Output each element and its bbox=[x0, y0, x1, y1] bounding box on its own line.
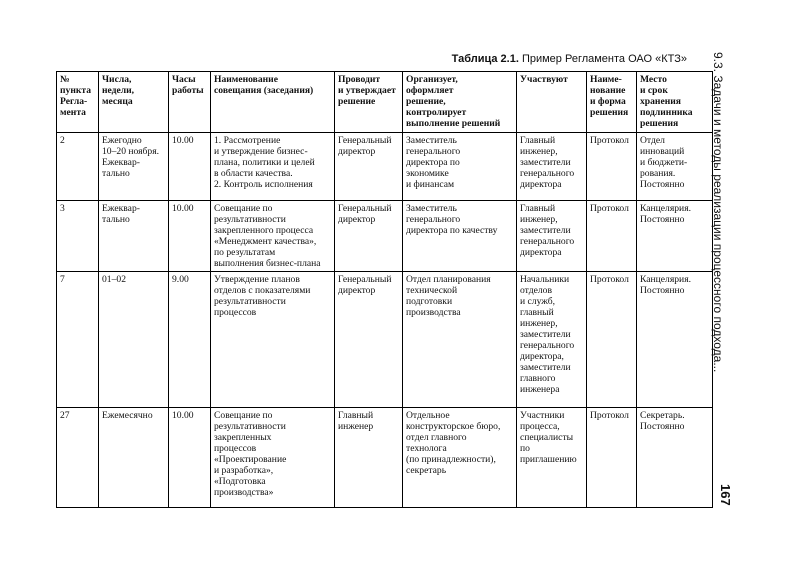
page-number-text: 167 bbox=[718, 484, 733, 506]
cell-line: Секретарь. bbox=[640, 410, 685, 421]
page-number bbox=[714, 484, 736, 514]
cell-line: технической bbox=[406, 285, 458, 296]
cell-meeting-name bbox=[211, 272, 335, 408]
cell-line: «Проектирование bbox=[214, 454, 287, 465]
cell-line: директор bbox=[338, 214, 376, 225]
header-line: выполнение решений bbox=[406, 118, 501, 129]
cell-line: директор bbox=[338, 285, 376, 296]
header-line: и утверждает bbox=[338, 85, 396, 96]
cell-dates bbox=[99, 133, 169, 201]
cell-line: специалисты bbox=[520, 432, 574, 443]
cell-line: Главный bbox=[520, 203, 556, 214]
cell-line: в области качества. bbox=[214, 168, 293, 179]
header-line: Регла- bbox=[60, 96, 88, 107]
cell-line: Заместитель bbox=[406, 135, 457, 146]
cell-line: процесса, bbox=[520, 421, 560, 432]
cell-approver bbox=[335, 272, 403, 408]
header-decision-form bbox=[587, 72, 637, 133]
cell-line: Канцелярия. bbox=[640, 203, 691, 214]
header-approver bbox=[335, 72, 403, 133]
cell-line: Главный bbox=[338, 410, 374, 421]
cell-line: главного bbox=[520, 373, 556, 384]
header-line: недели, bbox=[102, 85, 135, 96]
header-line: оформляет bbox=[406, 85, 454, 96]
cell-participants bbox=[517, 272, 587, 408]
cell-line: тально bbox=[102, 168, 130, 179]
table-header-row bbox=[57, 72, 713, 133]
cell-line: и утверждение бизнес- bbox=[214, 146, 308, 157]
running-head bbox=[711, 52, 736, 500]
cell-meeting-name bbox=[211, 201, 335, 272]
cell-line: Главный bbox=[520, 135, 556, 146]
cell-storage bbox=[637, 272, 713, 408]
cell-item-number bbox=[57, 201, 99, 272]
cell-storage bbox=[637, 201, 713, 272]
cell-line: директора, bbox=[520, 351, 564, 362]
cell-line: секретарь bbox=[406, 465, 447, 476]
cell-line: Постоянно bbox=[640, 179, 685, 190]
cell-line: и бюджети- bbox=[640, 157, 688, 168]
cell-line: тально bbox=[102, 214, 130, 225]
cell-line: закрепленного процесса bbox=[214, 225, 314, 236]
cell-line: директор bbox=[338, 146, 376, 157]
cell-line: 10.00 bbox=[172, 203, 194, 214]
cell-line: инноваций bbox=[640, 146, 685, 157]
cell-line: 2 bbox=[60, 135, 65, 146]
cell-hours bbox=[169, 133, 211, 201]
cell-item-number bbox=[57, 272, 99, 408]
cell-approver bbox=[335, 201, 403, 272]
cell-line: отдел главного bbox=[406, 432, 467, 443]
header-line: № bbox=[60, 74, 70, 85]
cell-line: Ежеквар- bbox=[102, 203, 140, 214]
cell-line: 2. Контроль исполнения bbox=[214, 179, 313, 190]
regulation-table bbox=[56, 71, 713, 508]
cell-line: отделов bbox=[520, 285, 552, 296]
cell-line: директора по качеству bbox=[406, 225, 498, 236]
header-line: решение bbox=[338, 96, 376, 107]
header-line: подлинника bbox=[640, 107, 693, 118]
header-line: и срок bbox=[640, 85, 668, 96]
cell-line: 10.00 bbox=[172, 135, 194, 146]
header-dates bbox=[99, 72, 169, 133]
header-line: нование bbox=[590, 85, 626, 96]
cell-line: приглашению bbox=[520, 454, 577, 465]
cell-approver bbox=[335, 408, 403, 508]
cell-line: Совещание по bbox=[214, 203, 273, 214]
running-head-text: 9.3. Задачи и методы реализации процессного подхода... bbox=[711, 52, 725, 373]
cell-storage bbox=[637, 408, 713, 508]
cell-line: генерального bbox=[520, 236, 575, 247]
cell-line: 7 bbox=[60, 274, 65, 285]
cell-line: 3 bbox=[60, 203, 65, 214]
header-item-number bbox=[57, 72, 99, 133]
cell-line: производства» bbox=[214, 487, 274, 498]
cell-organizer bbox=[403, 201, 517, 272]
cell-line: процессов bbox=[214, 443, 257, 454]
cell-line: генерального bbox=[520, 340, 575, 351]
cell-dates bbox=[99, 272, 169, 408]
cell-line: результативности bbox=[214, 296, 286, 307]
cell-line: отделов с показателями bbox=[214, 285, 311, 296]
header-line: пункта bbox=[60, 85, 92, 96]
cell-storage bbox=[637, 133, 713, 201]
cell-line: Генеральный bbox=[338, 135, 392, 146]
cell-line: 01–02 bbox=[102, 274, 126, 285]
cell-line: процессов bbox=[214, 307, 257, 318]
cell-line: и служб, bbox=[520, 296, 556, 307]
cell-line: Генеральный bbox=[338, 274, 392, 285]
header-meeting-name bbox=[211, 72, 335, 133]
cell-hours bbox=[169, 201, 211, 272]
header-line: контролирует bbox=[406, 107, 467, 118]
cell-participants bbox=[517, 201, 587, 272]
cell-line: Отдельное bbox=[406, 410, 450, 421]
cell-line: и финансам bbox=[406, 179, 455, 190]
cell-line: Начальники bbox=[520, 274, 570, 285]
cell-line: «Подготовка bbox=[214, 476, 266, 487]
cell-approver bbox=[335, 133, 403, 201]
cell-meeting-name bbox=[211, 408, 335, 508]
header-line: Числа, bbox=[102, 74, 132, 85]
cell-organizer bbox=[403, 133, 517, 201]
cell-line: генерального bbox=[520, 168, 575, 179]
cell-organizer bbox=[403, 272, 517, 408]
header-line: Участвуют bbox=[520, 74, 568, 85]
cell-line: Генеральный bbox=[338, 203, 392, 214]
cell-line: заместители bbox=[520, 329, 571, 340]
cell-line: плана, политики и целей bbox=[214, 157, 315, 168]
cell-line: Протокол bbox=[590, 135, 629, 146]
cell-line: инженер, bbox=[520, 318, 558, 329]
cell-meeting-name bbox=[211, 133, 335, 201]
cell-line: Протокол bbox=[590, 203, 629, 214]
cell-line: генерального bbox=[406, 146, 461, 157]
cell-hours bbox=[169, 408, 211, 508]
cell-decision-form bbox=[587, 201, 637, 272]
cell-line: результативности bbox=[214, 421, 286, 432]
header-line: решения bbox=[590, 107, 629, 118]
cell-line: заместители bbox=[520, 362, 571, 373]
cell-line: закрепленных bbox=[214, 432, 272, 443]
cell-item-number bbox=[57, 133, 99, 201]
cell-item-number bbox=[57, 408, 99, 508]
cell-line: Ежегодно bbox=[102, 135, 142, 146]
cell-hours bbox=[169, 272, 211, 408]
header-line: Место bbox=[640, 74, 667, 85]
cell-line: по bbox=[520, 443, 530, 454]
header-line: Организует, bbox=[406, 74, 458, 85]
cell-line: экономике bbox=[406, 168, 449, 179]
cell-line: инженера bbox=[520, 384, 560, 395]
cell-line: Протокол bbox=[590, 274, 629, 285]
cell-line: директора bbox=[520, 179, 562, 190]
cell-line: «Менеджмент качества», bbox=[214, 236, 317, 247]
header-line: Наиме- bbox=[590, 74, 622, 85]
header-line: Наименование bbox=[214, 74, 278, 85]
cell-line: результативности bbox=[214, 214, 286, 225]
cell-line: Ежемесячно bbox=[102, 410, 153, 421]
header-line: хранения bbox=[640, 96, 681, 107]
header-line: Часы bbox=[172, 74, 196, 85]
cell-line: Постоянно bbox=[640, 421, 685, 432]
cell-line: Отдел планирования bbox=[406, 274, 491, 285]
cell-line: конструкторское бюро, bbox=[406, 421, 501, 432]
cell-line: заместители bbox=[520, 225, 571, 236]
table-caption-label: Таблица 2.1. bbox=[451, 53, 519, 65]
cell-line: (по принадлежности), bbox=[406, 454, 496, 465]
cell-participants bbox=[517, 408, 587, 508]
header-line: работы bbox=[172, 85, 204, 96]
table-row bbox=[57, 408, 713, 508]
cell-decision-form bbox=[587, 133, 637, 201]
cell-line: инженер, bbox=[520, 214, 558, 225]
header-storage bbox=[637, 72, 713, 133]
cell-line: инженер, bbox=[520, 146, 558, 157]
table-row bbox=[57, 133, 713, 201]
header-line: и форма bbox=[590, 96, 626, 107]
cell-line: Протокол bbox=[590, 410, 629, 421]
header-line: месяца bbox=[102, 96, 133, 107]
cell-line: 1. Рассмотрение bbox=[214, 135, 281, 146]
cell-line: производства bbox=[406, 307, 461, 318]
table-caption bbox=[452, 53, 687, 65]
cell-line: директора по bbox=[406, 157, 460, 168]
cell-line: Канцелярия. bbox=[640, 274, 691, 285]
cell-line: главный bbox=[520, 307, 554, 318]
cell-line: 10.00 bbox=[172, 410, 194, 421]
header-participants bbox=[517, 72, 587, 133]
header-line: решения bbox=[640, 118, 679, 129]
cell-line: 10–20 ноября. bbox=[102, 146, 160, 157]
header-line: решение, bbox=[406, 96, 446, 107]
header-organizer bbox=[403, 72, 517, 133]
cell-line: Отдел bbox=[640, 135, 665, 146]
cell-line: директора bbox=[520, 247, 562, 258]
cell-line: Заместитель bbox=[406, 203, 457, 214]
cell-line: Участники bbox=[520, 410, 565, 421]
cell-line: технолога bbox=[406, 443, 447, 454]
cell-line: и разработка», bbox=[214, 465, 274, 476]
cell-line: рования. bbox=[640, 168, 676, 179]
header-line: мента bbox=[60, 107, 86, 118]
cell-organizer bbox=[403, 408, 517, 508]
cell-dates bbox=[99, 201, 169, 272]
cell-line: Совещание по bbox=[214, 410, 273, 421]
cell-participants bbox=[517, 133, 587, 201]
cell-line: выполнения бизнес-плана bbox=[214, 258, 321, 269]
cell-line: 9.00 bbox=[172, 274, 189, 285]
cell-line: Ежеквар- bbox=[102, 157, 140, 168]
header-hours bbox=[169, 72, 211, 133]
table-caption-text: Пример Регламента ОАО «КТЗ» bbox=[518, 53, 687, 65]
cell-line: Утверждение планов bbox=[214, 274, 300, 285]
cell-decision-form bbox=[587, 408, 637, 508]
cell-line: заместители bbox=[520, 157, 571, 168]
table-row bbox=[57, 201, 713, 272]
cell-line: 27 bbox=[60, 410, 70, 421]
cell-line: инженер bbox=[338, 421, 374, 432]
header-line: Проводит bbox=[338, 74, 381, 85]
cell-line: Постоянно bbox=[640, 214, 685, 225]
header-line: совещания (заседания) bbox=[214, 85, 314, 96]
cell-line: генерального bbox=[406, 214, 461, 225]
cell-line: подготовки bbox=[406, 296, 453, 307]
cell-decision-form bbox=[587, 272, 637, 408]
cell-line: Постоянно bbox=[640, 285, 685, 296]
table-row bbox=[57, 272, 713, 408]
cell-dates bbox=[99, 408, 169, 508]
cell-line: по результатам bbox=[214, 247, 276, 258]
